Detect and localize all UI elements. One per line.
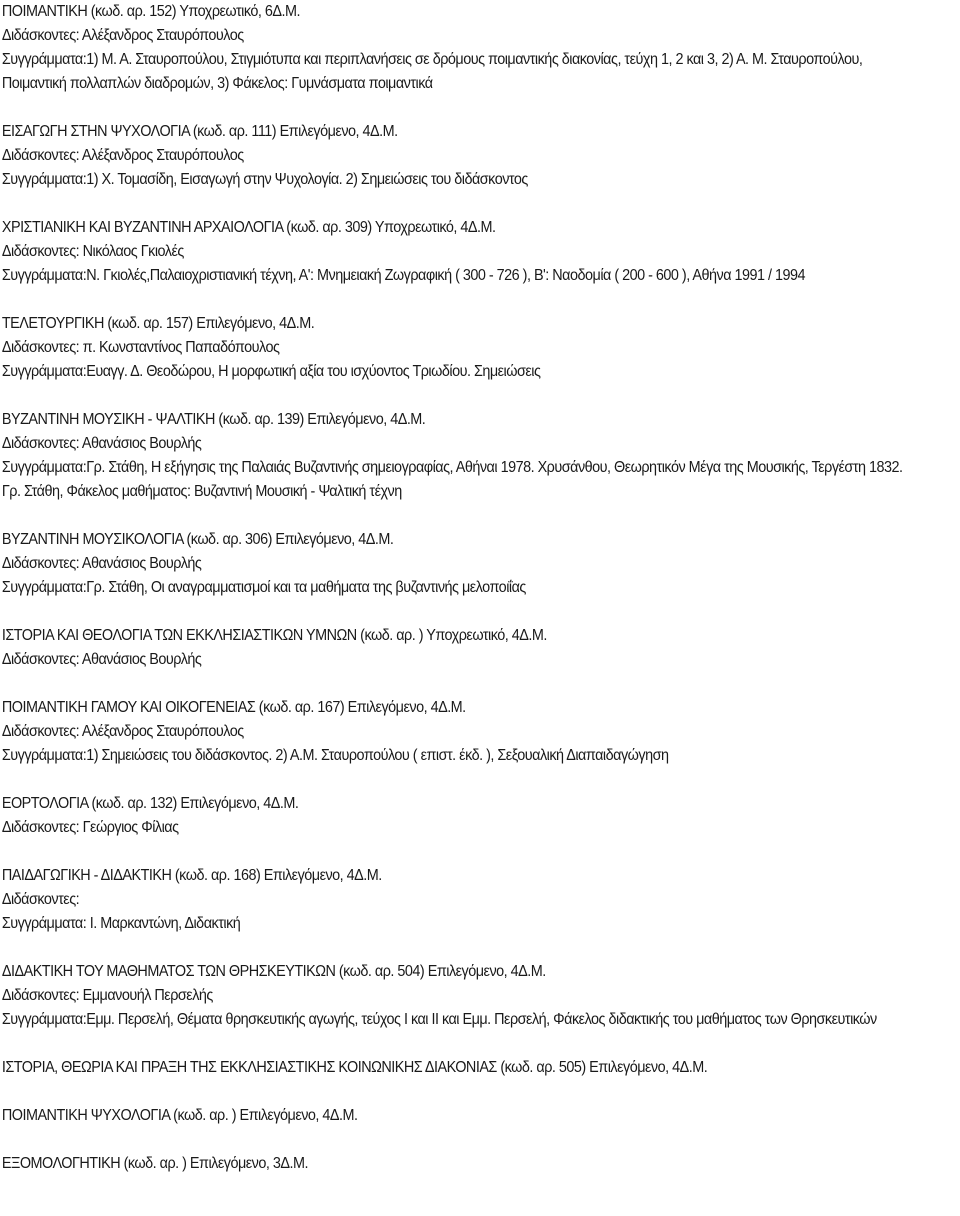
course-entry <box>2 1056 891 1080</box>
course-separator <box>2 192 891 216</box>
course-separator <box>2 384 891 408</box>
course-entry <box>2 624 891 672</box>
course-separator <box>2 936 891 960</box>
course-heading: ΒΥΖΑΝΤΙΝΗ ΜΟΥΣΙΚΗ - ΨΑΛΤΙΚΗ (κωδ. αρ. 139) Επιλεγόμενο, 4Δ.Μ. <box>1 411 426 428</box>
course-heading: ΠΟΙΜΑΝΤΙΚΗ ΓΑΜΟΥ ΚΑΙ ΟΙΚΟΓΕΝΕΙΑΣ (κωδ. αρ. 167) Επιλεγόμενο, 4Δ.Μ. <box>1 699 466 716</box>
course-separator <box>2 600 891 624</box>
course-instructors: Διδάσκοντες: π. Κωνσταντίνος Παπαδόπουλος <box>1 339 280 356</box>
course-entry <box>2 120 891 192</box>
course-heading: ΧΡΙΣΤΙΑΝΙΚΗ ΚΑΙ ΒΥΖΑΝΤΙΝΗ ΑΡΧΑΙΟΛΟΓΙΑ (κωδ. αρ. 309) Υποχρεωτικό, 4Δ.Μ. <box>1 219 496 236</box>
course-instructors: Διδάσκοντες: Αθανάσιος Βουρλής <box>1 555 202 572</box>
course-separator <box>2 672 891 696</box>
course-heading: ΔΙΔΑΚΤΙΚΗ ΤΟΥ ΜΑΘΗΜΑΤΟΣ ΤΩΝ ΘΡΗΣΚΕΥΤΙΚΩΝ (κωδ. αρ. 504) Επιλεγόμενο, 4Δ.Μ. <box>1 963 546 980</box>
course-entry <box>2 528 891 600</box>
course-entry <box>2 864 891 936</box>
course-heading: ΠΑΙΔΑΓΩΓΙΚΗ - ΔΙΔΑΚΤΙΚΗ (κωδ. αρ. 168) Επιλεγόμενο, 4Δ.Μ. <box>1 867 382 884</box>
course-textbooks: Συγγράμματα:Γρ. Στάθη, Οι αναγραμματισμοί και τα μαθήματα της βυζαντινής μελοποιΐας <box>1 579 526 596</box>
course-textbooks-continued: Ποιμαντική πολλαπλών διαδρομών, 3) Φάκελος: Γυμνάσματα ποιμαντικά <box>1 75 433 92</box>
course-heading: ΙΣΤΟΡΙΑ, ΘΕΩΡΙΑ ΚΑΙ ΠΡΑΞΗ ΤΗΣ ΕΚΚΛΗΣΙΑΣΤΙΚΗΣ ΚΟΙΝΩΝΙΚΗΣ ΔΙΑΚΟΝΙΑΣ (κωδ. αρ. 505) Επιλεγόμενο, 4Δ.Μ. <box>1 1059 708 1076</box>
course-heading: ΕΟΡΤΟΛΟΓΙΑ (κωδ. αρ. 132) Επιλεγόμενο, 4Δ.Μ. <box>1 795 299 812</box>
course-textbooks: Συγγράμματα:Γρ. Στάθη, Η εξήγησις της Παλαιάς Βυζαντινής σημειογραφίας, Αθήναι 1978. Χρυσάνθου, Θεωρητικόν Μέγα της Μουσικής, Τεργέστη 1832. <box>1 459 903 476</box>
course-instructors: Διδάσκοντες: Εμμανουήλ Περσελής <box>1 987 213 1004</box>
course-heading: ΕΙΣΑΓΩΓΗ ΣΤΗΝ ΨΥΧΟΛΟΓΙΑ (κωδ. αρ. 111) Επιλεγόμενο, 4Δ.Μ. <box>1 123 398 140</box>
course-heading: ΤΕΛΕΤΟΥΡΓΙΚΗ (κωδ. αρ. 157) Επιλεγόμενο, 4Δ.Μ. <box>1 315 315 332</box>
course-entry <box>2 960 891 1032</box>
course-heading: ΙΣΤΟΡΙΑ ΚΑΙ ΘΕΟΛΟΓΙΑ ΤΩΝ ΕΚΚΛΗΣΙΑΣΤΙΚΩΝ ΥΜΝΩΝ (κωδ. αρ. ) Υποχρεωτικό, 4Δ.Μ. <box>1 627 547 644</box>
course-separator <box>2 768 891 792</box>
course-list <box>1 0 903 1176</box>
course-separator <box>2 1032 891 1056</box>
course-instructors: Διδάσκοντες: Αλέξανδρος Σταυρόπουλος <box>1 723 244 740</box>
course-instructors: Διδάσκοντες: Αθανάσιος Βουρλής <box>1 651 202 668</box>
course-heading: ΕΞΟΜΟΛΟΓΗΤΙΚΗ (κωδ. αρ. ) Επιλεγόμενο, 3Δ.Μ. <box>1 1155 308 1172</box>
course-textbooks: Συγγράμματα:1) Σημειώσεις του διδάσκοντος. 2) Α.Μ. Σταυροπούλου ( επιστ. έκδ. ), Σεξουαλική Διαπαιδαγώγηση <box>1 747 669 764</box>
course-instructors: Διδάσκοντες: Νικόλαος Γκιολές <box>1 243 184 260</box>
course-separator <box>2 288 891 312</box>
course-textbooks: Συγγράμματα:Εμμ. Περσελή, Θέματα θρησκευτικής αγωγής, τεύχος Ι και ΙΙ και Εμμ. Περσελή, Φάκελος διδακτικής του μαθήματος των Θρησκευτικών <box>1 1011 877 1028</box>
course-entry <box>2 792 891 840</box>
course-heading: ΠΟΙΜΑΝΤΙΚΗ (κωδ. αρ. 152) Υποχρεωτικό, 6Δ.Μ. <box>1 3 300 20</box>
course-instructors: Διδάσκοντες: Γεώργιος Φίλιας <box>1 819 179 836</box>
course-instructors: Διδάσκοντες: <box>1 891 80 908</box>
course-instructors: Διδάσκοντες: Αλέξανδρος Σταυρόπουλος <box>1 27 244 44</box>
course-textbooks-continued: Γρ. Στάθη, Φάκελος μαθήματος: Βυζαντινή Μουσική - Ψαλτική τέχνη <box>1 483 402 500</box>
course-textbooks: Συγγράμματα:1) Μ. Α. Σταυροπούλου, Στιγμιότυπα και περιπλανήσεις σε δρόμους ποιμαντικής διακονίας, τεύχη 1, 2 και 3, 2) Α. Μ. Σταυροπούλου, <box>1 51 863 68</box>
course-entry <box>2 1104 891 1128</box>
course-separator <box>2 1080 891 1104</box>
course-instructors: Διδάσκοντες: Αθανάσιος Βουρλής <box>1 435 202 452</box>
course-heading: ΒΥΖΑΝΤΙΝΗ ΜΟΥΣΙΚΟΛΟΓΙΑ (κωδ. αρ. 306) Επιλεγόμενο, 4Δ.Μ. <box>1 531 394 548</box>
course-separator <box>2 96 891 120</box>
course-separator <box>2 1128 891 1152</box>
course-entry <box>2 312 891 384</box>
course-separator <box>2 840 891 864</box>
course-instructors: Διδάσκοντες: Αλέξανδρος Σταυρόπουλος <box>1 147 244 164</box>
course-entry <box>2 696 891 768</box>
course-heading: ΠΟΙΜΑΝΤΙΚΗ ΨΥΧΟΛΟΓΙΑ (κωδ. αρ. ) Επιλεγόμενο, 4Δ.Μ. <box>1 1107 358 1124</box>
course-textbooks: Συγγράμματα:Ν. Γκιολές,Παλαιοχριστιανική τέχνη, Α': Μνημειακή Ζωγραφική ( 300 - 726 ), Β': Ναοδομία ( 200 - 600 ), Αθήνα 1991 / 1994 <box>1 267 806 284</box>
course-entry <box>2 216 891 288</box>
course-entry <box>2 0 891 96</box>
course-textbooks: Συγγράμματα:Ευαγγ. Δ. Θεοδώρου, Η μορφωτική αξία του ισχύοντος Τριωδίου. Σημειώσεις <box>1 363 541 380</box>
course-textbooks: Συγγράμματα:1) Χ. Τομασίδη, Εισαγωγή στην Ψυχολογία. 2) Σημειώσεις του διδάσκοντος <box>1 171 528 188</box>
course-separator <box>2 504 891 528</box>
course-textbooks: Συγγράμματα: Ι. Μαρκαντώνη, Διδακτική <box>1 915 241 932</box>
course-entry <box>1 408 903 504</box>
course-entry <box>2 1152 891 1176</box>
